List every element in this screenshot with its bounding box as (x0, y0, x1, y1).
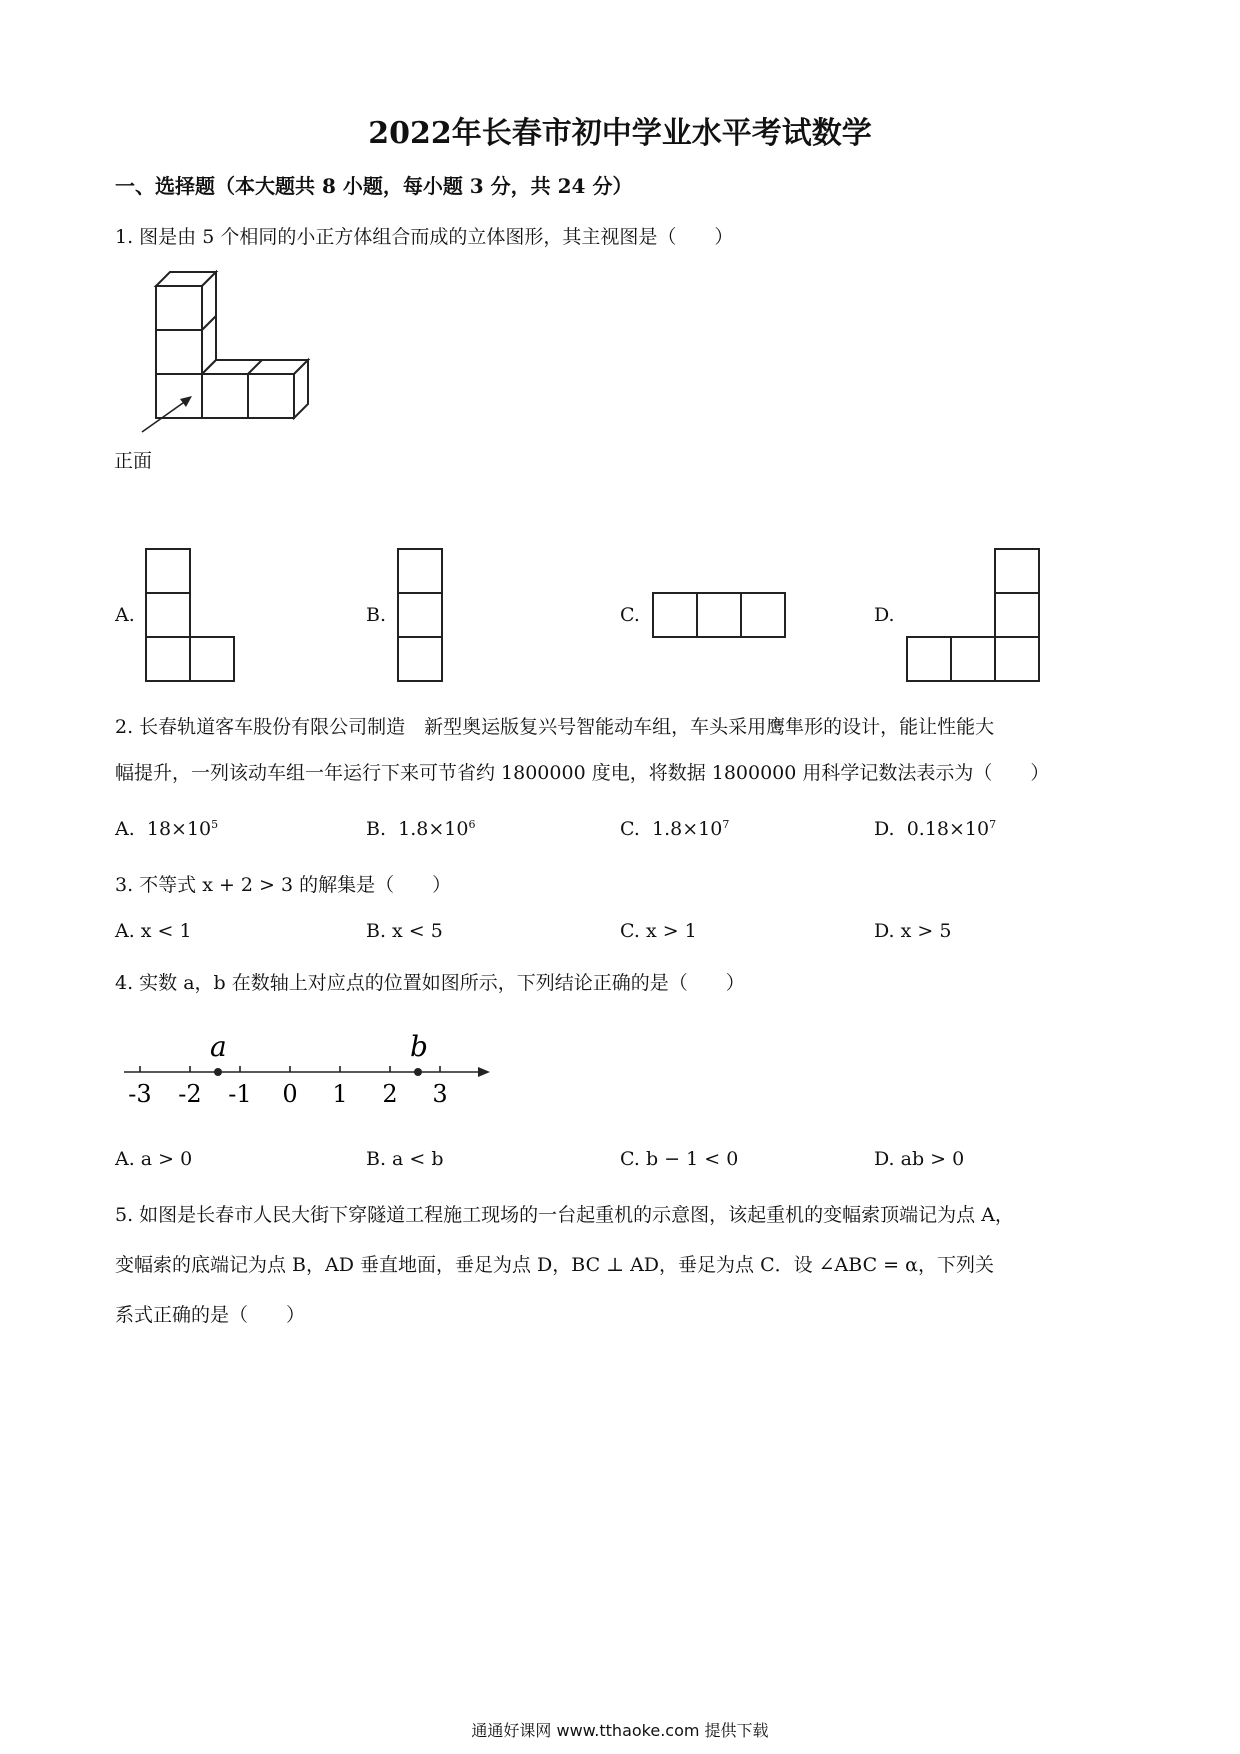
point-a-label: a (210, 1030, 227, 1063)
number-line-tick-label: -1 (228, 1080, 252, 1108)
front-view-label: 正面 (114, 450, 153, 472)
q1-option-b-label: B. (366, 604, 387, 626)
point-b-label: b (410, 1030, 428, 1063)
number-line-tick-label: 1 (332, 1080, 348, 1108)
number-line-tick-label: 3 (432, 1080, 448, 1108)
question-1-solid-figure (110, 270, 310, 470)
q1-option-c-label: C. (620, 604, 640, 626)
q1-option-c-figure (652, 592, 802, 652)
question-3-text: 3. 不等式 x + 2 > 3 的解集是（ ） (115, 874, 452, 896)
number-line (110, 1030, 510, 1120)
q4-option-a: A. a > 0 (115, 1148, 193, 1170)
question-5-line-2: 变幅索的底端记为点 B，AD 垂直地面，垂足为点 D，BC ⊥ AD，垂足为点 C．设 ∠ABC = α，下列关 (115, 1254, 994, 1276)
q1-option-d-figure (906, 548, 1056, 688)
number-line-tick-label: 2 (382, 1080, 398, 1108)
q3-option-d: D. x > 5 (874, 920, 952, 942)
question-2-line-2: 幅提升，一列该动车组一年运行下来可节省约 1800000 度电，将数据 1800000 用科学记数法表示为（ ） (115, 762, 1050, 784)
q1-option-b-figure (397, 548, 457, 688)
q1-option-d-label: D. (874, 604, 895, 626)
question-2-line-1: 2. 长春轨道客车股份有限公司制造 新型奥运版复兴号智能动车组，车头采用鹰隼形的设计，能让性能大 (115, 716, 995, 738)
q2-option-c: C. $1.8\times 10^7$ (620, 818, 730, 840)
page-title: 2022年长春市初中学业水平考试数学 (368, 116, 872, 151)
q1-option-a-label: A. (115, 604, 135, 626)
q4-option-d: D. ab > 0 (874, 1148, 965, 1170)
q2-option-d: D. $0.18\times 10^7$ (874, 818, 997, 840)
q1-option-a-figure (145, 548, 245, 688)
q3-option-c: C. x > 1 (620, 920, 697, 942)
question-5-line-3: 系式正确的是（ ） (115, 1304, 306, 1326)
q4-option-c: C. b − 1 < 0 (620, 1148, 739, 1170)
number-line-tick-label: -2 (178, 1080, 202, 1108)
q2-option-b: B. $1.8\times 10^6$ (366, 818, 476, 840)
question-4-text: 4. 实数 a，b 在数轴上对应点的位置如图所示，下列结论正确的是（ ） (115, 972, 745, 994)
q3-option-b: B. x < 5 (366, 920, 443, 942)
section-heading: 一、选择题（本大题共 8 小题，每小题 3 分，共 24 分） (115, 174, 633, 198)
q2-option-a: A. $18\times 10^5$ (115, 818, 219, 840)
number-line-tick-label: 0 (282, 1080, 298, 1108)
point-b-dot (414, 1068, 422, 1076)
q3-option-a: A. x < 1 (115, 920, 192, 942)
page-footer: 通通好课网 www.tthaoke.com 提供下载 (471, 1721, 769, 1740)
number-line-tick-label: -3 (128, 1080, 152, 1108)
question-1-text: 1. 图是由 5 个相同的小正方体组合而成的立体图形，其主视图是（ ） (115, 226, 734, 248)
point-a-dot (214, 1068, 222, 1076)
question-5-line-1: 5. 如图是长春市人民大街下穿隧道工程施工现场的一台起重机的示意图，该起重机的变幅索顶端记为点 A， (115, 1204, 1014, 1226)
q4-option-b: B. a < b (366, 1148, 444, 1170)
